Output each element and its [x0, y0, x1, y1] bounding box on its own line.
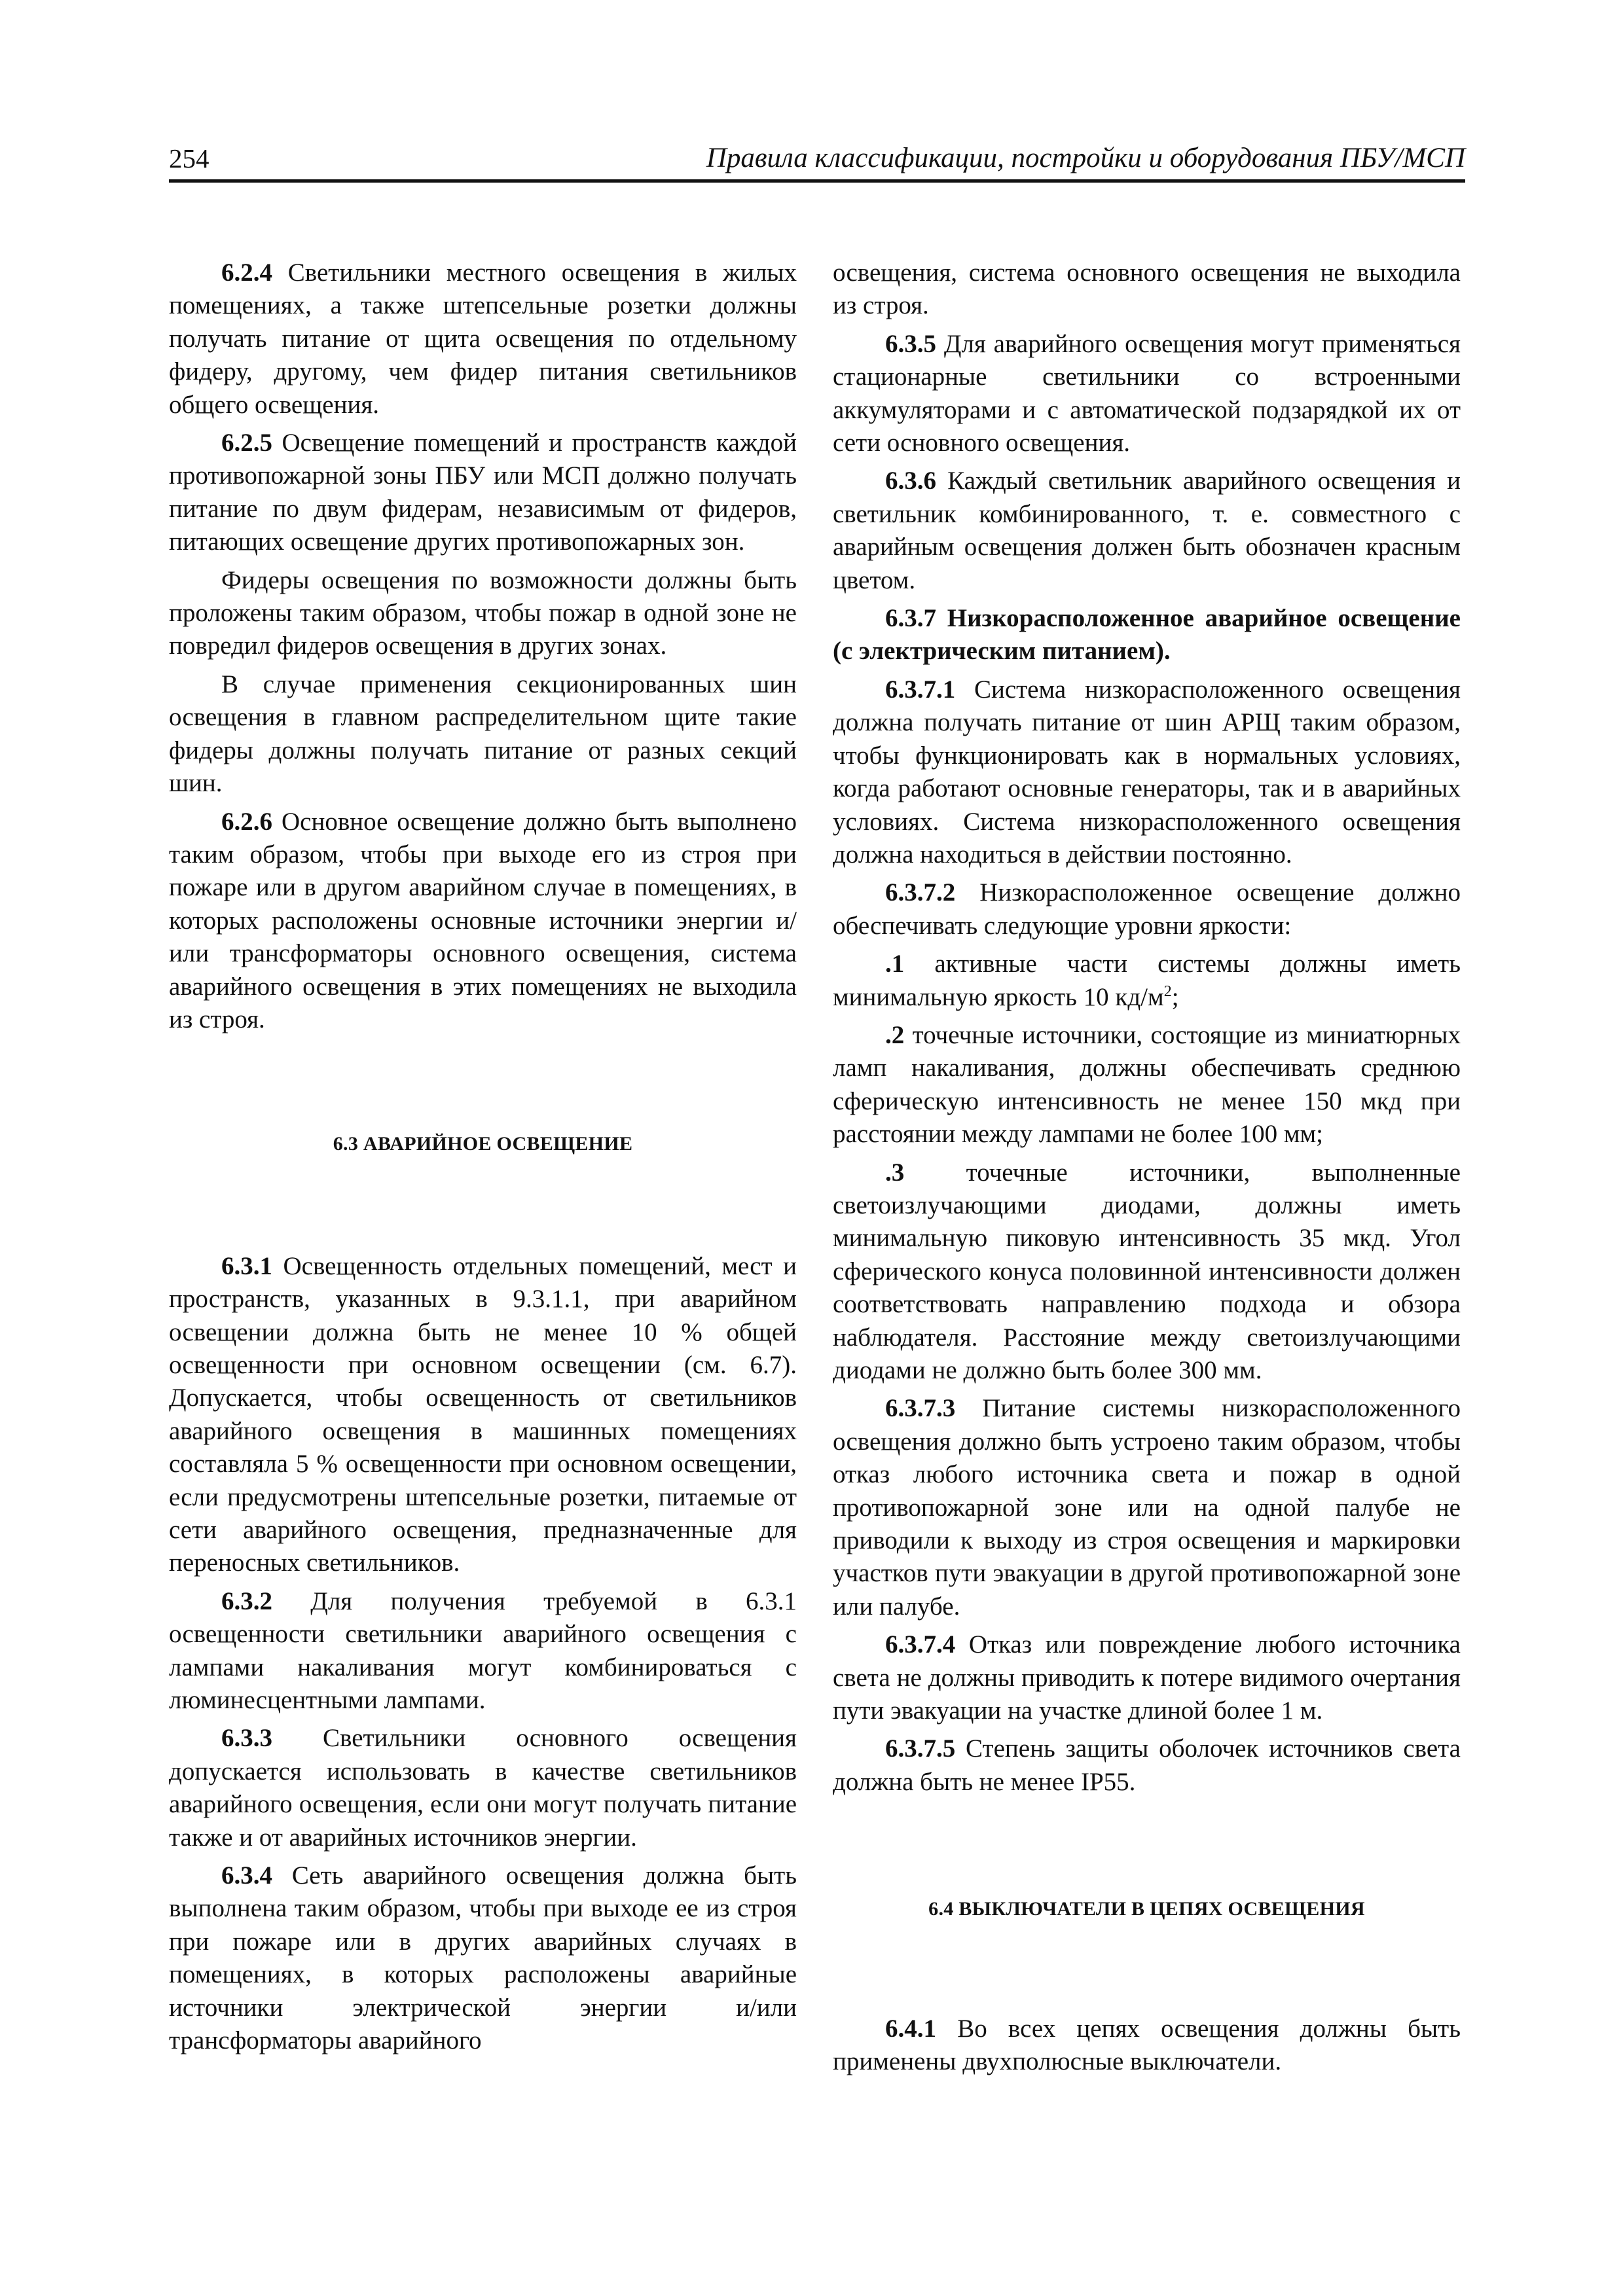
paragraph-continuation: [833, 257, 1461, 323]
clause-number: 6.3.7.1: [885, 675, 956, 704]
paragraph-6-3-7-2: [833, 876, 1461, 942]
running-title: Правила классификации, постройки и оборудования ПБУ/МСП: [706, 143, 1465, 173]
clause-text: Для получения требуемой в 6.3.1 освещенности светильники аварийного освещения с лампами накаливания могут комбинироваться с люминесцентными лампами.: [169, 1587, 797, 1715]
right-column: [833, 257, 1461, 2084]
clause-text: Освещение помещений и пространств каждой противопожарной зоны ПБУ или МСП должно получать питание по двум фидерам, независимым от фидеров, питающих освещение других противопожарных зон.: [169, 429, 797, 556]
clause-number: 6.3.4: [221, 1861, 272, 1890]
paragraph-6-3-1: [169, 1250, 797, 1580]
clause-text: Питание системы низкорасположенного освещения должно быть устроено таким образом, чтобы отказ любого источника света и пожар в одной противопожарной зоне или на одной палубе не приводили к выходу из строя освещения и маркировки участков пути эвакуации в другой противопожарной зоне или палубе.: [833, 1394, 1461, 1621]
clause-text: Каждый светильник аварийного освещения и светильник комбинированного, т. е. совместного с аварийным освещения должен быть обозначен красным цветом.: [833, 467, 1461, 594]
list-item-3: [833, 1157, 1461, 1388]
paragraph-6-4-1: [833, 2013, 1461, 2079]
clause-number: 6.3.7.5: [885, 1734, 956, 1763]
clause-text: Во всех цепях освещения должны быть применены двухполюсные выключатели.: [833, 2014, 1461, 2076]
clause-text: Система низкорасположенного освещения должна получать питание от шин АРЩ таким образом, чтобы функционировать как в нормальных условиях, когда работают основные генераторы, так и в аварийных условиях. Система низкорасположенного освещения должна находиться в действии постоянно.: [833, 675, 1461, 869]
clause-number: 6.3.2: [221, 1587, 272, 1615]
paragraph-text: освещения, система основного освещения не выходила из строя.: [833, 259, 1461, 320]
section-title-6-3: 6.3 АВАРИЙНОЕ ОСВЕЩЕНИЕ: [333, 1133, 633, 1155]
item-number: .3: [885, 1158, 905, 1187]
superscript: 2: [1163, 982, 1172, 1000]
paragraph-6-3-5: [833, 328, 1461, 460]
list-item-1: [833, 948, 1461, 1014]
paragraph-6-3-2: [169, 1585, 797, 1717]
clause-text: Светильники основного освещения допускается использовать в качестве светильников аварийного освещения, если они могут получать питание также и от аварийных источников энергии.: [169, 1724, 797, 1852]
list-item-2: [833, 1019, 1461, 1151]
paragraph-6-3-6: [833, 465, 1461, 597]
clause-text: Сеть аварийного освещения должна быть выполнена таким образом, чтобы при выходе ее из строя при пожаре или в других аварийных случаях в помещениях, в которых расположены аварийные источники электрической энергии и/или трансформаторы аварийного: [169, 1861, 797, 2055]
clause-text: Низкорасположенное освещение должно обеспечивать следующие уровни яркости:: [833, 878, 1461, 940]
section-title-6-4: 6.4 ВЫКЛЮЧАТЕЛИ В ЦЕПЯХ ОСВЕЩЕНИЯ: [928, 1898, 1365, 1920]
item-text: точечные источники, выполненные светоизлучающими диодами, должны иметь минимальную пиковую интенсивность 35 мкд. Угол сферического конуса половинной интенсивности должен соответствовать направлению подхода и обзора наблюдателя. Расстояние между светоизлучающими диодами не должно быть более 300 мм.: [833, 1158, 1461, 1384]
paragraph-6-3-7-3: [833, 1392, 1461, 1623]
clause-number: 6.2.6: [221, 807, 272, 836]
paragraph-6-3-3: [169, 1722, 797, 1854]
paragraph-6-3-4: [169, 1859, 797, 2057]
page-header: [169, 139, 1465, 183]
clause-text: Отказ или повреждение любого источника света не должны приводить к потере видимого очертания пути эвакуации на участке длиной более 1 м.: [833, 1630, 1461, 1725]
item-text: точечные источники, состоящие из миниатюрных ламп накаливания, должны обеспечивать среднюю сферическую интенсивность не менее 150 мкд при расстоянии между лампами не более 100 мм;: [833, 1020, 1461, 1149]
paragraph-6-3-7-4: [833, 1628, 1461, 1727]
clause-text: Освещенность отдельных помещений, мест и пространств, указанных в 9.3.1.1, при аварийном освещении должна быть не менее 10 % общей освещенности при основном освещении (см. 6.7). Допускается, чтобы освещенность от светильников аварийного освещения в машинных помещениях составляла 5 % освещенности при основном освещении, если предусмотрены штепсельные розетки, питаемые от сети аварийного освещения, предназначенные для переносных светильников.: [169, 1251, 797, 1577]
paragraph-6-3-7-5: [833, 1732, 1461, 1799]
clause-text: Основное освещение должно быть выполнено таким образом, чтобы при выходе его из строя при пожаре или в другом аварийном случае в помещениях, в которых расположены основные источники энергии и/или трансформаторы основного освещения, система аварийного освещения в этих помещениях не выходила из строя.: [169, 807, 797, 1033]
clause-number: 6.3.6: [885, 467, 936, 495]
page-number: 254: [169, 143, 210, 173]
item-text: активные части системы должны иметь минимальную яркость 10 кд/м: [833, 950, 1461, 1011]
clause-number: 6.3.5: [885, 329, 936, 358]
paragraph-feeders: [169, 564, 797, 663]
clause-number: 6.3.7.4: [885, 1630, 956, 1659]
subsection-heading-text: 6.3.7 Низкорасположенное аварийное освещение (с электрическим питанием).: [833, 604, 1461, 666]
clause-number: 6.3.7.2: [885, 878, 956, 907]
paragraph-6-3-7-1: [833, 673, 1461, 871]
clause-number: 6.3.7.3: [885, 1394, 956, 1423]
clause-number: 6.2.5: [221, 429, 272, 457]
paragraph-text: В случае применения секционированных шин освещения в главном распределительном щите такие фидеры должны получать питание от разных секций шин.: [169, 670, 797, 798]
paragraph-6-2-6: [169, 806, 797, 1037]
clause-text: Степень защиты оболочек источников света должна быть не менее IP55.: [833, 1734, 1461, 1796]
clause-number: 6.4.1: [885, 2014, 936, 2043]
paragraph-6-2-5: [169, 427, 797, 559]
item-tail: ;: [1171, 982, 1179, 1011]
paragraph-sectioned-buses: [169, 668, 797, 800]
clause-number: 6.2.4: [221, 259, 272, 287]
clause-text: Для аварийного освещения могут применяться стационарные светильники со встроенными аккумуляторами и с автоматической подзарядкой их от сети основного освещения.: [833, 329, 1461, 457]
item-number: .1: [885, 950, 905, 978]
clause-text: Светильники местного освещения в жилых помещениях, а также штепсельные розетки должны получать питание от щита освещения по отдельному фидеру, другому, чем фидер питания светильников общего освещения.: [169, 259, 797, 419]
subsection-heading-6-3-7: [833, 602, 1461, 668]
paragraph-text: Фидеры освещения по возможности должны быть проложены таким образом, чтобы пожар в одной зоне не повредил фидеров освещения в других зонах.: [169, 565, 797, 660]
clause-number: 6.3.1: [221, 1251, 272, 1280]
left-column: [169, 257, 797, 2063]
item-number: .2: [885, 1020, 905, 1049]
clause-number: 6.3.3: [221, 1724, 272, 1753]
paragraph-6-2-4: [169, 257, 797, 422]
